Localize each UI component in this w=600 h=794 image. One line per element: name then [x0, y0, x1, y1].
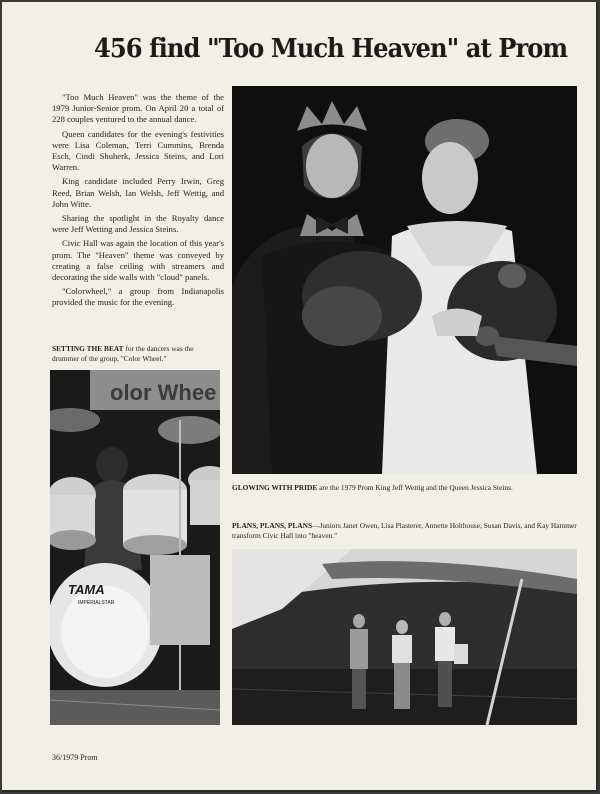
article-paragraph: Civic Hall was again the location of this year's prom. The "Heaven" theme was conveyed by creating a false ceiling with streamers and decorating the side walls with "cloud" panels.: [52, 238, 224, 283]
royalty-photo: [232, 86, 577, 474]
drum-sub-text: IMPERIALSTAR: [78, 600, 115, 606]
article-body: [52, 92, 224, 312]
caption-text: for the dancers was the drummer of the group, "Color Wheel.": [52, 344, 194, 363]
caption-lead: SETTING THE BEAT: [52, 344, 124, 353]
article-paragraph: King candidate included Perry Irwin, Greg Reed, Brian Welsh, Ian Welsh, Jeff Wettig, and John Witte.: [52, 176, 224, 209]
plans-caption: [232, 521, 577, 540]
caption-text: —Juniors Janet Owen, Lisa Plasterer, Annette Holthouse, Susan Davis, and Kay Hammer transform Civic Hall into "heaven.": [232, 521, 577, 540]
article-paragraph: "Too Much Heaven" was the theme of the 1979 Junior-Senior prom. On April 20 a total of 228 couples ventured to the annual dance.: [52, 92, 224, 125]
page-title: 456 find "Too Much Heaven" at Prom: [94, 34, 568, 64]
drum-brand-text: TAMA: [68, 582, 105, 597]
drummer-caption: [52, 344, 222, 363]
article-paragraph: Sharing the spotlight in the Royalty dance were Jeff Wetting and Jessica Steins.: [52, 213, 224, 235]
caption-lead: PLANS, PLANS, PLANS: [232, 521, 313, 530]
drummer-photo: [50, 370, 220, 725]
plans-photo: [232, 549, 577, 725]
caption-lead: GLOWING WITH PRIDE: [232, 483, 318, 492]
royalty-caption: [232, 483, 582, 493]
article-paragraph: Queen candidates for the evening's festivities were Lisa Coleman, Terri Cummins, Brenda Esch, Cindi Shuherk, Jessica Steins, and Lori Warren.: [52, 128, 224, 173]
banner-text: olor Whee: [110, 380, 217, 405]
article-paragraph: "Colorwheel," a group from Indianapolis provided the music for the evening.: [52, 286, 224, 308]
caption-text: are the 1979 Prom King Jeff Wettig and the Queen Jessica Steins.: [317, 483, 513, 492]
page-folio: 36/1979 Prom: [52, 753, 98, 762]
yearbook-page: [2, 2, 598, 792]
